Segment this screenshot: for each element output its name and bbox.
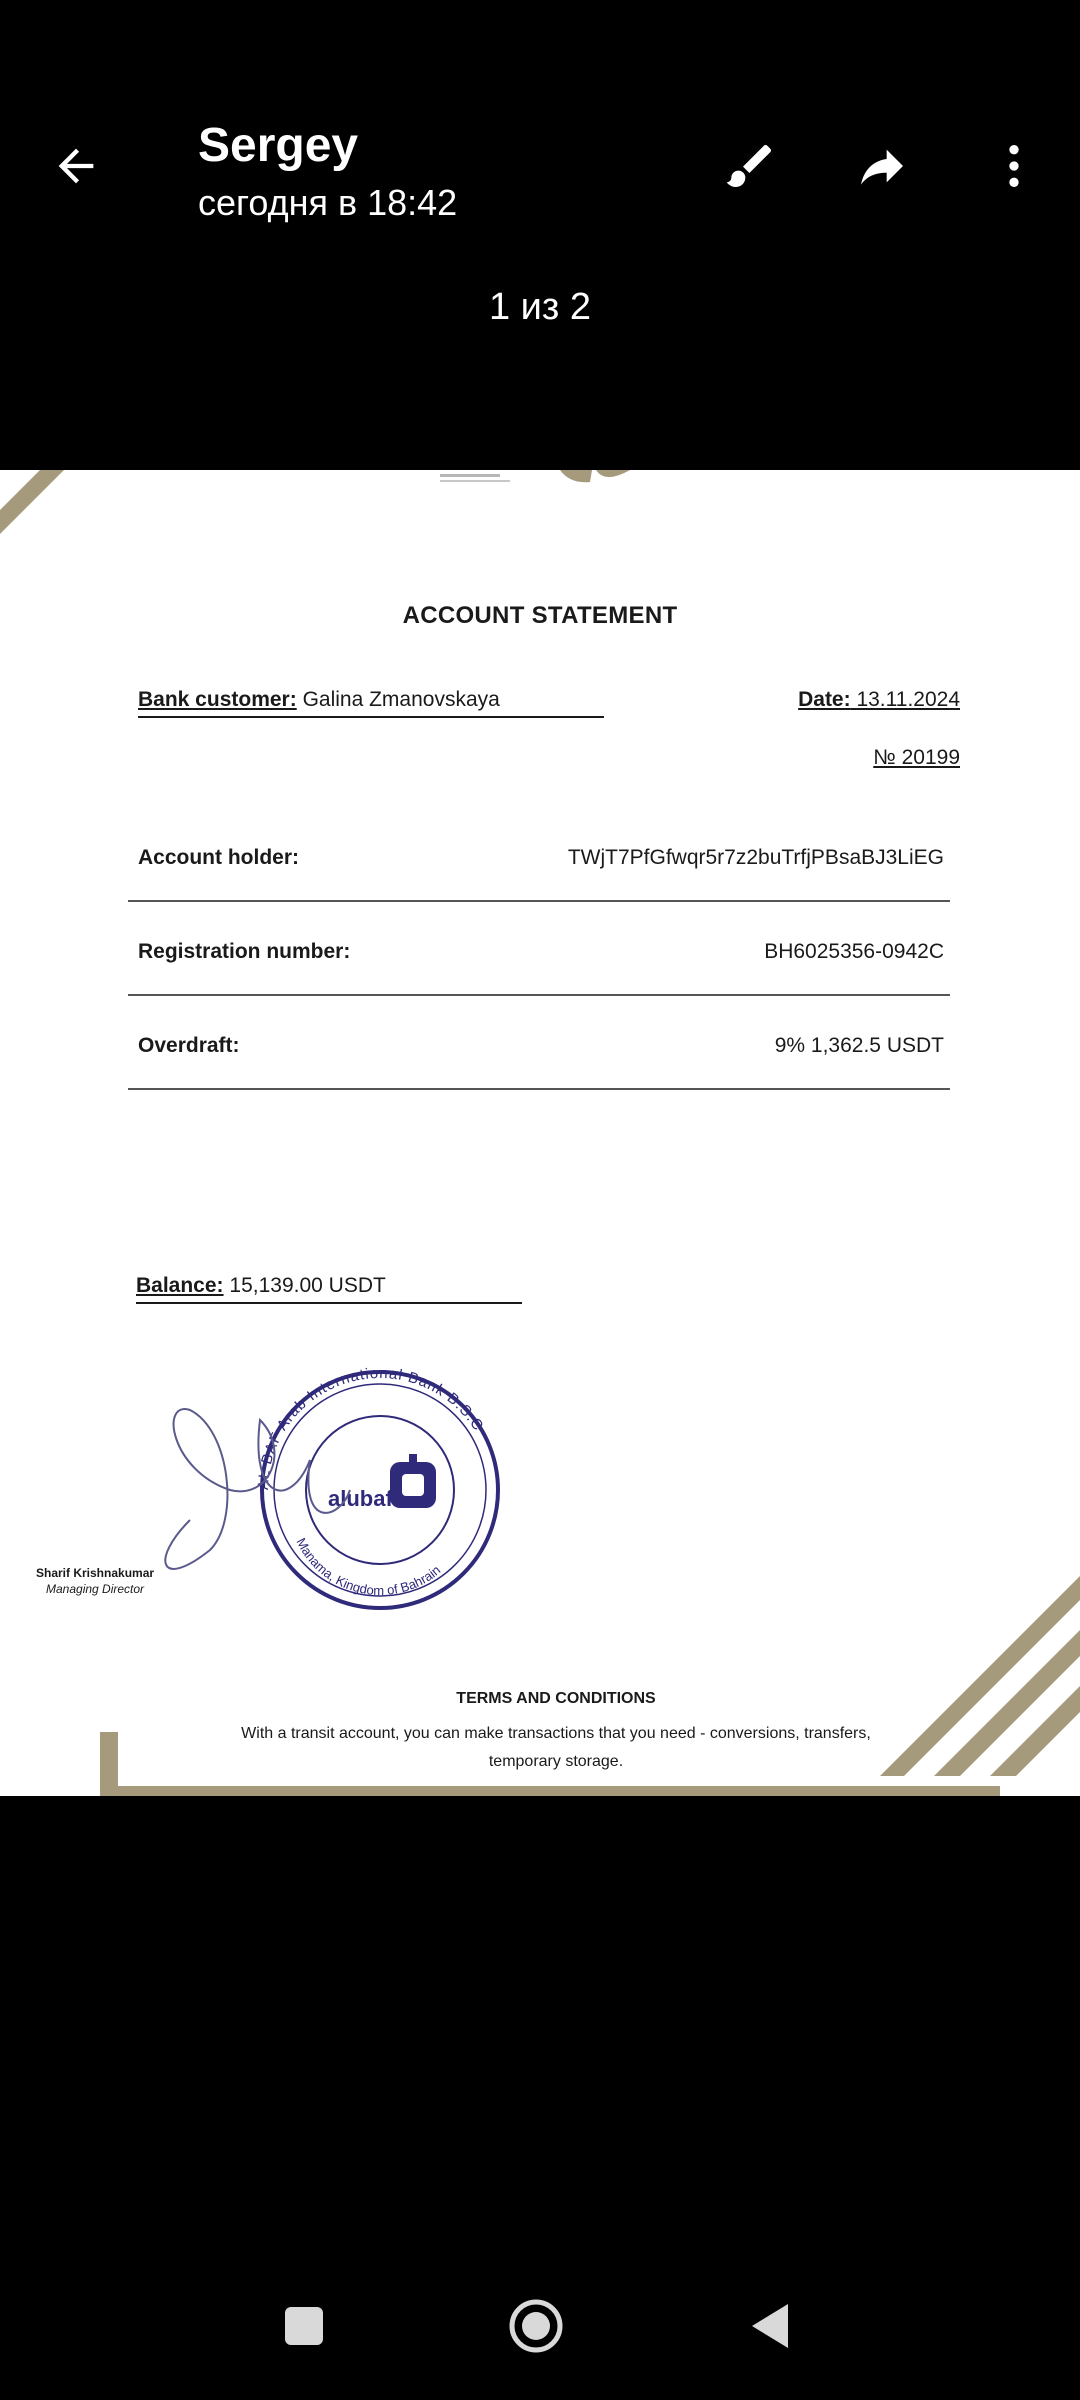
date-label: Date: — [798, 688, 851, 711]
balance-underline — [136, 1302, 522, 1304]
arrow-back-icon — [50, 140, 102, 192]
bank-stamp — [150, 1350, 510, 1610]
customer-underline — [138, 716, 604, 718]
back-triangle-icon — [748, 2302, 792, 2350]
more-options-button[interactable] — [978, 130, 1050, 202]
balance-value: 15,139.00 USDT — [229, 1274, 386, 1297]
share-icon — [854, 138, 910, 194]
stamp-text-bottom: Manama, Kingdom of Bahrain — [293, 1535, 444, 1598]
forward-button[interactable] — [846, 130, 918, 202]
stamp-text-top: AL BAF Arab International Bank B.S.C — [254, 1364, 487, 1491]
row-value: TWjT7PfGfwqr5r7z2buTrfjPBsaBJ3LiEG — [567, 846, 944, 869]
system-back-button[interactable] — [734, 2290, 806, 2362]
balance — [136, 1274, 386, 1298]
row-value: 9% 1,362.5 USDT — [774, 1034, 944, 1057]
sender-name: Sergey — [198, 119, 359, 172]
overdraft-row — [128, 996, 950, 1090]
account-holder-row — [128, 808, 950, 902]
home-button[interactable] — [500, 2290, 572, 2362]
bank-logo-cropped — [440, 470, 640, 486]
corner-decoration-top-left — [0, 470, 80, 550]
statement-number: № 20199 — [873, 746, 960, 769]
back-button[interactable] — [40, 130, 112, 202]
row-label: Overdraft: — [138, 1034, 240, 1057]
bottom-border-post — [100, 1732, 118, 1796]
date-value: 13.11.2024 — [856, 688, 960, 711]
terms-text: With a transit account, you can make transactions that you need - conversions, transfers, temporary storage. — [241, 1725, 871, 1770]
document-page[interactable] — [0, 470, 1080, 1796]
home-circle-icon — [507, 2297, 565, 2355]
brush-icon — [722, 138, 778, 194]
balance-label: Balance: — [136, 1274, 224, 1297]
document-title: ACCOUNT STATEMENT — [402, 602, 678, 629]
recents-button[interactable] — [268, 2290, 340, 2362]
edit-brush-button[interactable] — [714, 130, 786, 202]
more-vert-icon — [986, 138, 1042, 194]
terms-title: TERMS AND CONDITIONS — [456, 1690, 656, 1707]
system-navigation-bar — [0, 2250, 1080, 2400]
stamp-logo-text: alubaf — [328, 1486, 393, 1511]
signer-name: Sharif Krishnakumar — [36, 1566, 155, 1580]
corner-decoration-bottom-right — [880, 1576, 1080, 1796]
signer-role: Managing Director — [46, 1582, 145, 1596]
bottom-border-bar — [100, 1786, 1000, 1796]
bank-customer — [138, 688, 500, 712]
page-counter: 1 из 2 — [488, 286, 592, 328]
customer-label: Bank customer: — [138, 688, 297, 711]
customer-value: Galina Zmanovskaya — [302, 688, 500, 711]
message-timestamp: сегодня в 18:42 — [198, 182, 458, 223]
viewer-header — [0, 0, 1080, 470]
row-label: Registration number: — [138, 940, 351, 963]
row-label: Account holder: — [138, 846, 299, 869]
statement-date — [798, 688, 960, 712]
recents-square-icon — [284, 2306, 324, 2346]
row-value: BH6025356-0942C — [764, 940, 944, 963]
registration-number-row — [128, 902, 950, 996]
